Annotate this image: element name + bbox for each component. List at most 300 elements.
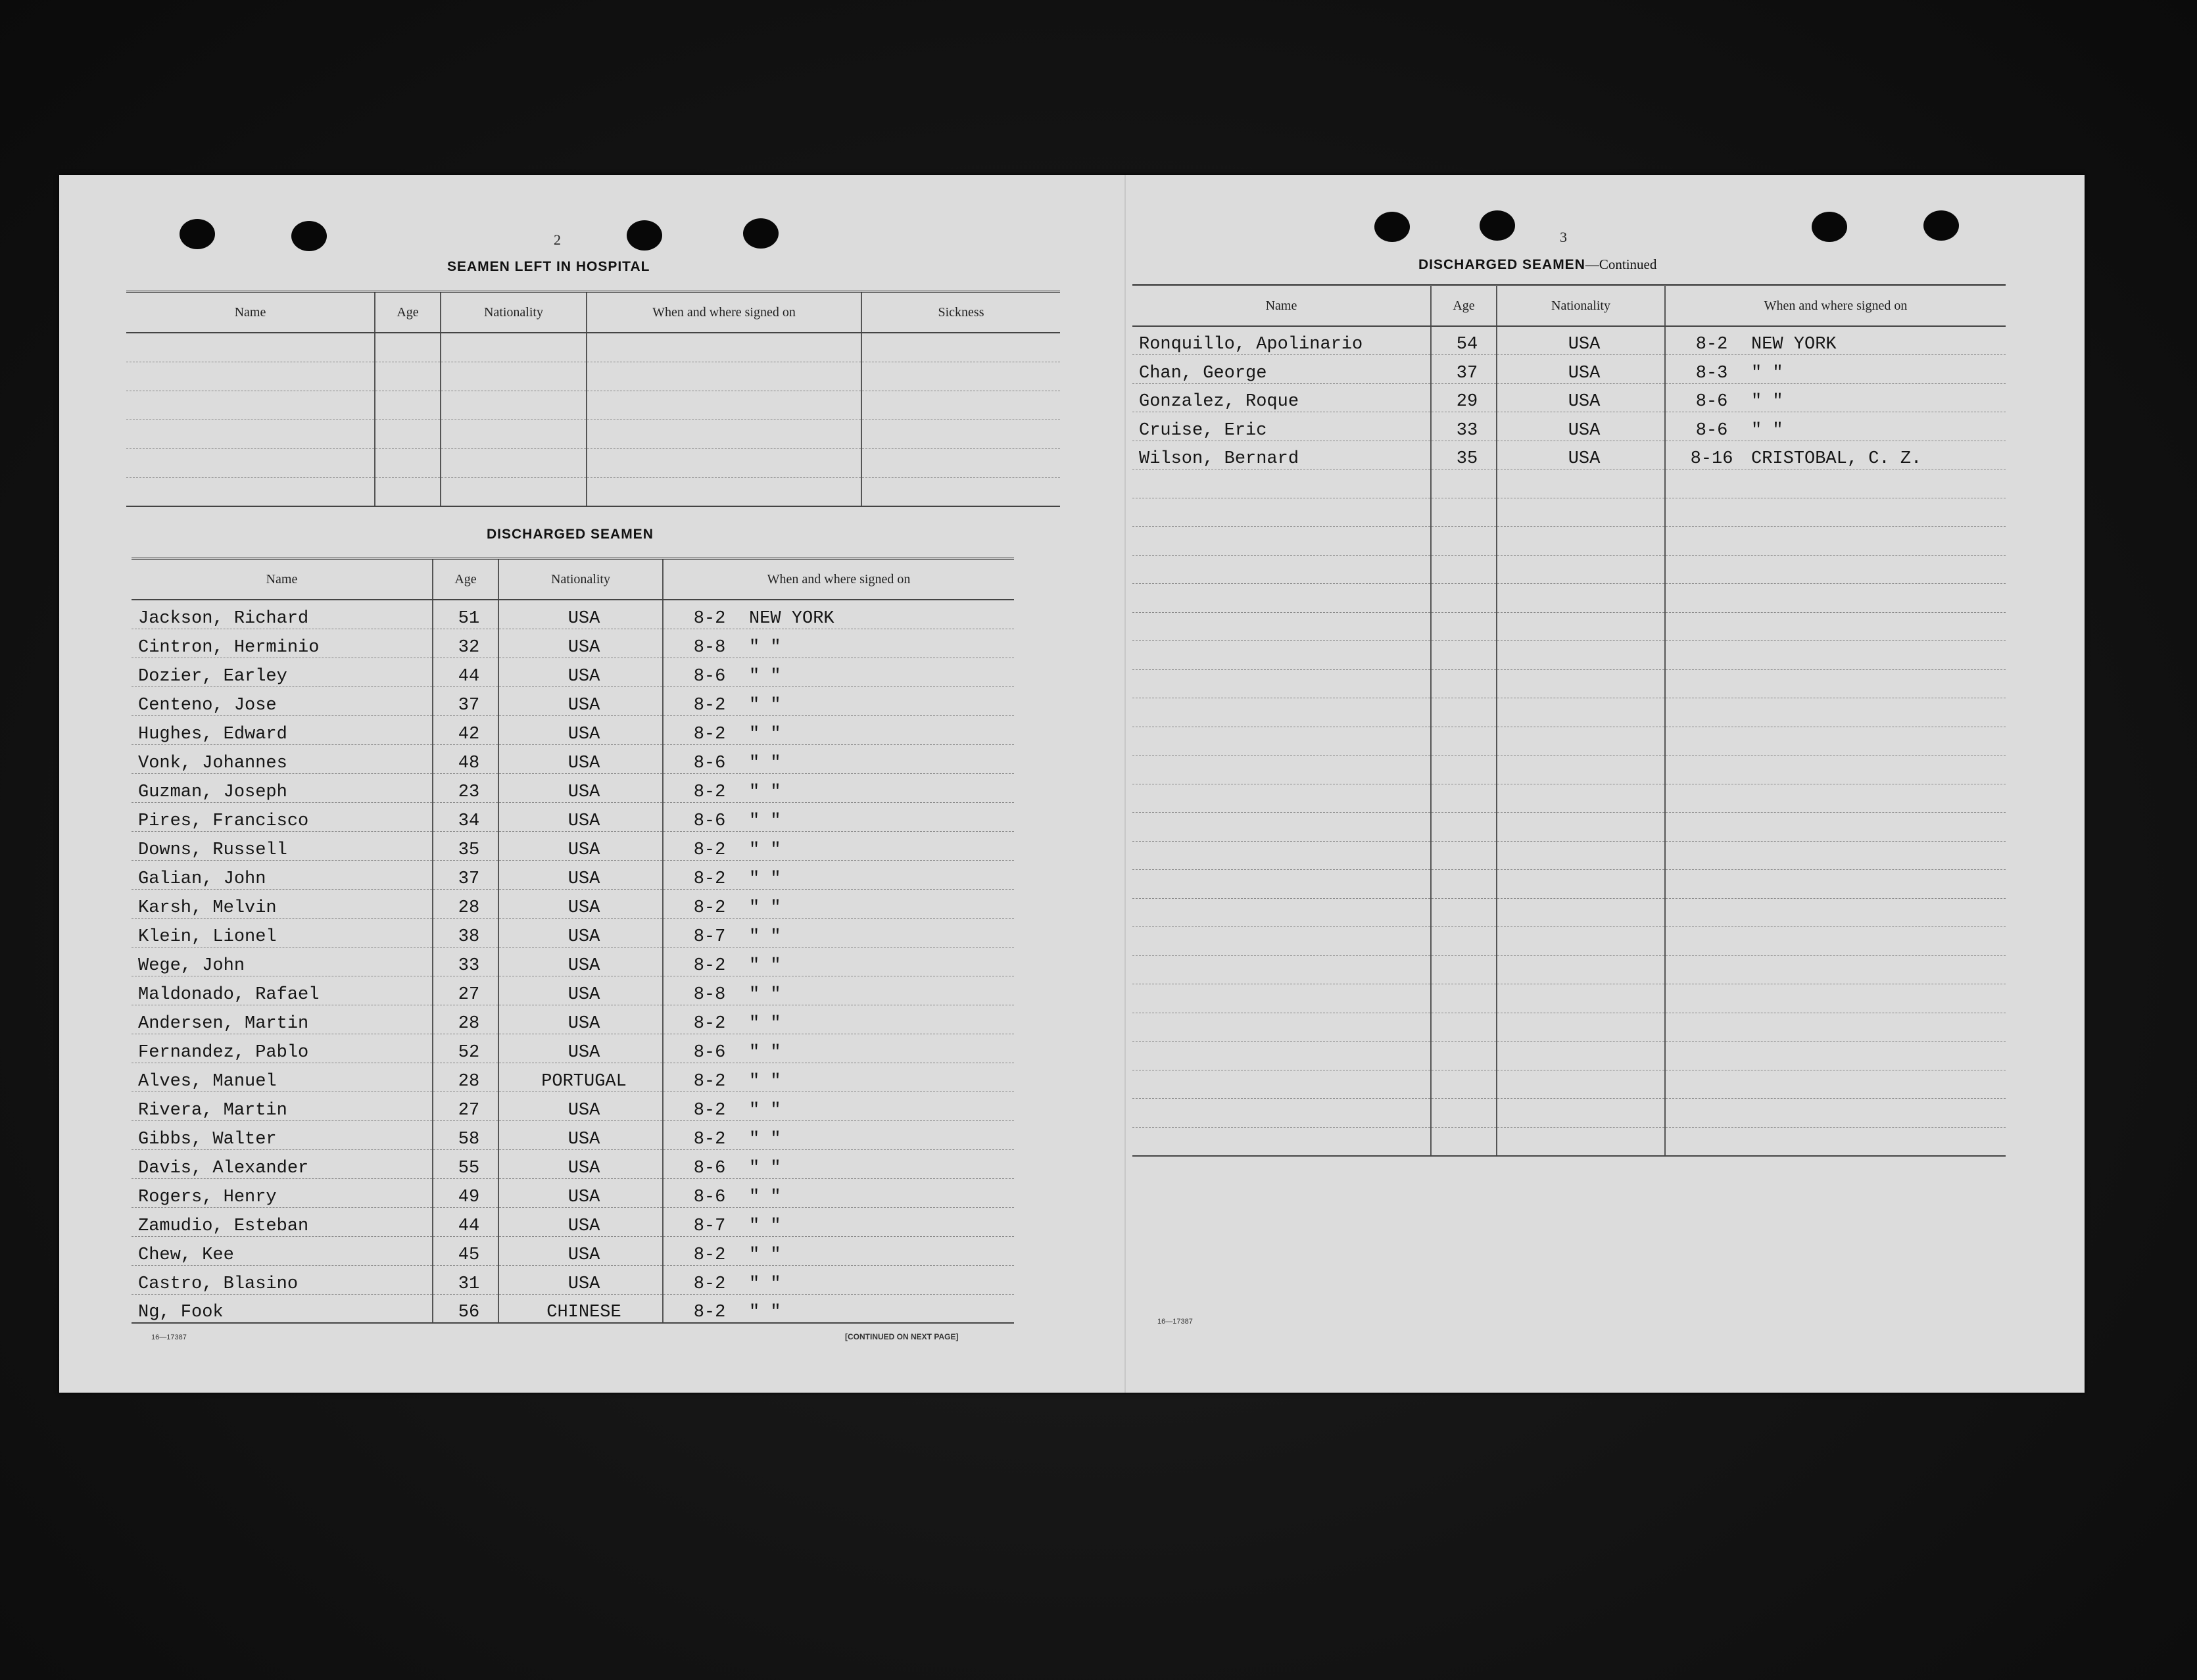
signed-on-date: 8-6 bbox=[1695, 420, 1728, 441]
empty-cell bbox=[1431, 698, 1497, 727]
empty-cell bbox=[1497, 1013, 1665, 1042]
seaman-name: Wege, John bbox=[132, 947, 433, 976]
signed-on-place: " " bbox=[749, 666, 781, 686]
empty-cell bbox=[1665, 641, 2006, 670]
seaman-nationality: USA bbox=[498, 1005, 663, 1034]
empty-cell bbox=[1665, 698, 2006, 727]
empty-cell bbox=[1665, 527, 2006, 556]
empty-cell bbox=[1497, 1070, 1665, 1099]
table-row bbox=[1132, 355, 2006, 384]
empty-cell bbox=[1132, 527, 1431, 556]
signed-on-date: 8-6 bbox=[693, 1042, 726, 1063]
blank-row bbox=[1132, 784, 2006, 813]
column-header: When and where signed on bbox=[1665, 285, 2006, 327]
signed-on bbox=[1665, 326, 2006, 355]
seaman-nationality: USA bbox=[498, 1178, 663, 1207]
empty-cell bbox=[1665, 984, 2006, 1013]
seaman-age: 42 bbox=[433, 715, 498, 744]
manifest-sheet bbox=[59, 175, 2085, 1393]
empty-cell bbox=[1431, 813, 1497, 842]
empty-cell bbox=[1132, 1099, 1431, 1128]
blank-row bbox=[1132, 870, 2006, 899]
signed-on bbox=[663, 629, 1014, 658]
table-row bbox=[132, 744, 1014, 773]
empty-cell bbox=[1665, 841, 2006, 870]
table-row bbox=[132, 1265, 1014, 1294]
signed-on-date: 8-2 bbox=[693, 1129, 726, 1149]
empty-cell bbox=[1132, 555, 1431, 584]
signed-on-date: 8-6 bbox=[693, 753, 726, 773]
seaman-name: Centeno, Jose bbox=[132, 686, 433, 715]
empty-cell bbox=[1431, 1042, 1497, 1070]
blank-row bbox=[1132, 756, 2006, 784]
seaman-name: Cruise, Eric bbox=[1132, 412, 1431, 441]
signed-on-place: " " bbox=[749, 724, 781, 744]
empty-cell bbox=[1132, 1013, 1431, 1042]
seaman-name: Gibbs, Walter bbox=[132, 1120, 433, 1149]
signed-on-place: " " bbox=[749, 840, 781, 860]
seaman-nationality: USA bbox=[498, 831, 663, 860]
empty-cell bbox=[1132, 784, 1431, 813]
blank-row bbox=[1132, 727, 2006, 756]
seaman-age: 49 bbox=[433, 1178, 498, 1207]
signed-on bbox=[663, 1207, 1014, 1236]
signed-on-date: 8-6 bbox=[693, 1158, 726, 1178]
empty-cell bbox=[1132, 727, 1431, 756]
signed-on bbox=[663, 686, 1014, 715]
blank-row bbox=[1132, 527, 2006, 556]
empty-cell bbox=[1497, 469, 1665, 498]
empty-cell bbox=[1431, 469, 1497, 498]
seaman-name: Rogers, Henry bbox=[132, 1178, 433, 1207]
punch-hole bbox=[627, 220, 662, 251]
seaman-name: Wilson, Bernard bbox=[1132, 441, 1431, 469]
signed-on-date: 8-2 bbox=[693, 1274, 726, 1294]
signed-on-place: NEW YORK bbox=[1751, 335, 1837, 354]
empty-cell bbox=[1665, 898, 2006, 927]
signed-on bbox=[663, 802, 1014, 831]
seaman-nationality: USA bbox=[498, 658, 663, 686]
empty-cell bbox=[1431, 498, 1497, 527]
blank-row bbox=[1132, 813, 2006, 842]
signed-on bbox=[663, 658, 1014, 686]
signed-on-place: " " bbox=[1751, 420, 1783, 441]
seaman-nationality: USA bbox=[498, 918, 663, 947]
empty-cell bbox=[1431, 727, 1497, 756]
table-row bbox=[132, 629, 1014, 658]
right-page bbox=[1126, 175, 2085, 1393]
seaman-nationality: USA bbox=[1497, 355, 1665, 384]
signed-on bbox=[663, 860, 1014, 889]
signed-on-date: 8-2 bbox=[693, 724, 726, 744]
seaman-nationality: USA bbox=[498, 629, 663, 658]
empty-cell bbox=[1431, 1013, 1497, 1042]
signed-on-date: 8-7 bbox=[693, 926, 726, 947]
signed-on-date: 8-2 bbox=[693, 840, 726, 860]
seaman-age: 35 bbox=[433, 831, 498, 860]
column-header: Name bbox=[1132, 285, 1431, 327]
discharged-continued-table bbox=[1132, 284, 2006, 1157]
seaman-nationality: USA bbox=[498, 1265, 663, 1294]
empty-cell bbox=[1665, 813, 2006, 842]
empty-cell bbox=[1132, 984, 1431, 1013]
heading-main: DISCHARGED SEAMEN bbox=[1418, 257, 1585, 272]
seaman-age: 27 bbox=[433, 1092, 498, 1120]
punch-hole bbox=[1480, 210, 1515, 241]
left-page bbox=[59, 175, 1124, 1393]
seaman-nationality: USA bbox=[498, 600, 663, 629]
signed-on bbox=[663, 947, 1014, 976]
empty-cell bbox=[1431, 612, 1497, 641]
seaman-age: 23 bbox=[433, 773, 498, 802]
seaman-name: Maldonado, Rafael bbox=[132, 976, 433, 1005]
column-header: Nationality bbox=[1497, 285, 1665, 327]
seaman-nationality: USA bbox=[498, 1236, 663, 1265]
empty-cell bbox=[1497, 756, 1665, 784]
table-row bbox=[132, 686, 1014, 715]
empty-cell bbox=[1497, 784, 1665, 813]
empty-cell bbox=[1431, 527, 1497, 556]
signed-on-place: " " bbox=[749, 1187, 781, 1207]
seaman-nationality: USA bbox=[498, 715, 663, 744]
blank-row bbox=[1132, 498, 2006, 527]
table-row bbox=[132, 1207, 1014, 1236]
hospital-heading: SEAMEN LEFT IN HOSPITAL bbox=[447, 259, 650, 274]
seaman-name: Chan, George bbox=[1132, 355, 1431, 384]
empty-cell bbox=[1132, 756, 1431, 784]
seaman-nationality: CHINESE bbox=[498, 1294, 663, 1323]
signed-on-date: 8-2 bbox=[693, 869, 726, 889]
signed-on bbox=[663, 1092, 1014, 1120]
seaman-age: 37 bbox=[1431, 355, 1497, 384]
seaman-age: 45 bbox=[433, 1236, 498, 1265]
column-header: Name bbox=[132, 559, 433, 600]
seaman-name: Ronquillo, Apolinario bbox=[1132, 326, 1431, 355]
column-header: When and where signed on bbox=[587, 292, 861, 333]
seaman-name: Jackson, Richard bbox=[132, 600, 433, 629]
seaman-age: 54 bbox=[1431, 326, 1497, 355]
seaman-name: Cintron, Herminio bbox=[132, 629, 433, 658]
table-row bbox=[1132, 383, 2006, 412]
signed-on-date: 8-2 bbox=[693, 1245, 726, 1265]
empty-cell bbox=[1665, 669, 2006, 698]
signed-on bbox=[663, 715, 1014, 744]
empty-cell bbox=[1431, 584, 1497, 613]
seaman-nationality: USA bbox=[1497, 412, 1665, 441]
seaman-name: Zamudio, Esteban bbox=[132, 1207, 433, 1236]
empty-cell bbox=[1431, 898, 1497, 927]
empty-cell bbox=[1497, 555, 1665, 584]
signed-on-date: 8-2 bbox=[693, 1303, 726, 1322]
column-header: Sickness bbox=[861, 292, 1060, 333]
seaman-nationality: USA bbox=[498, 1120, 663, 1149]
seaman-age: 34 bbox=[433, 802, 498, 831]
seaman-name: Ng, Fook bbox=[132, 1294, 433, 1323]
seaman-age: 31 bbox=[433, 1265, 498, 1294]
empty-cell bbox=[1665, 727, 2006, 756]
empty-cell bbox=[1665, 1013, 2006, 1042]
seaman-name: Davis, Alexander bbox=[132, 1149, 433, 1178]
empty-cell bbox=[1132, 841, 1431, 870]
empty-cell bbox=[1132, 498, 1431, 527]
blank-row bbox=[1132, 984, 2006, 1013]
seaman-name: Andersen, Martin bbox=[132, 1005, 433, 1034]
seaman-nationality: USA bbox=[498, 1149, 663, 1178]
signed-on-date: 8-8 bbox=[693, 637, 726, 658]
empty-cell bbox=[1497, 669, 1665, 698]
empty-cell bbox=[1132, 612, 1431, 641]
column-header: Age bbox=[375, 292, 441, 333]
signed-on bbox=[663, 976, 1014, 1005]
empty-cell bbox=[1497, 813, 1665, 842]
signed-on-date: 8-2 bbox=[693, 608, 726, 629]
signed-on bbox=[663, 600, 1014, 629]
empty-cell bbox=[1431, 870, 1497, 899]
signed-on-place: " " bbox=[749, 1216, 781, 1236]
empty-cell bbox=[1497, 612, 1665, 641]
seaman-age: 28 bbox=[433, 889, 498, 918]
table-row bbox=[132, 1063, 1014, 1092]
seaman-name: Dozier, Earley bbox=[132, 658, 433, 686]
signed-on bbox=[663, 1178, 1014, 1207]
signed-on-place: " " bbox=[749, 782, 781, 802]
blank-row bbox=[1132, 955, 2006, 984]
empty-cell bbox=[1665, 784, 2006, 813]
seaman-age: 38 bbox=[433, 918, 498, 947]
discharged-continued-heading bbox=[1418, 256, 1656, 273]
table-row bbox=[1132, 326, 2006, 355]
table-row bbox=[132, 600, 1014, 629]
empty-cell bbox=[1497, 727, 1665, 756]
signed-on-place: " " bbox=[749, 1274, 781, 1294]
empty-cell bbox=[1497, 1099, 1665, 1128]
signed-on-place: NEW YORK bbox=[749, 608, 834, 629]
empty-cell bbox=[1132, 584, 1431, 613]
signed-on-place: " " bbox=[749, 1100, 781, 1120]
seaman-name: Alves, Manuel bbox=[132, 1063, 433, 1092]
column-header: Age bbox=[433, 559, 498, 600]
seaman-nationality: USA bbox=[498, 1034, 663, 1063]
signed-on bbox=[1665, 441, 2006, 469]
blank-row bbox=[1132, 1013, 2006, 1042]
signed-on-place: " " bbox=[749, 1071, 781, 1092]
seaman-name: Guzman, Joseph bbox=[132, 773, 433, 802]
signed-on bbox=[663, 1236, 1014, 1265]
table-row bbox=[132, 1092, 1014, 1120]
seaman-nationality: USA bbox=[498, 1092, 663, 1120]
seaman-nationality: USA bbox=[498, 802, 663, 831]
empty-cell bbox=[1132, 698, 1431, 727]
signed-on-date: 8-6 bbox=[693, 666, 726, 686]
signed-on-date: 8-2 bbox=[1695, 335, 1728, 354]
seaman-name: Gonzalez, Roque bbox=[1132, 383, 1431, 412]
signed-on-place: " " bbox=[749, 926, 781, 947]
signed-on-date: 8-2 bbox=[693, 898, 726, 918]
signed-on-place: " " bbox=[749, 955, 781, 976]
empty-cell bbox=[1497, 498, 1665, 527]
empty-cell bbox=[1431, 1127, 1497, 1156]
signed-on-place: " " bbox=[749, 869, 781, 889]
empty-cell bbox=[1431, 955, 1497, 984]
seaman-nationality: USA bbox=[498, 686, 663, 715]
table-row bbox=[132, 1178, 1014, 1207]
table-row bbox=[132, 831, 1014, 860]
table-row bbox=[132, 976, 1014, 1005]
empty-cell bbox=[1665, 1127, 2006, 1156]
column-header: Name bbox=[126, 292, 375, 333]
signed-on-date: 8-2 bbox=[693, 1013, 726, 1034]
table-row bbox=[132, 802, 1014, 831]
seaman-nationality: USA bbox=[498, 976, 663, 1005]
signed-on bbox=[1665, 355, 2006, 384]
seaman-nationality: USA bbox=[1497, 383, 1665, 412]
blank-row bbox=[1132, 669, 2006, 698]
seaman-age: 37 bbox=[433, 686, 498, 715]
blank-row bbox=[1132, 1127, 2006, 1156]
signed-on-place: " " bbox=[749, 1042, 781, 1063]
signed-on-place: " " bbox=[749, 1158, 781, 1178]
seaman-nationality: USA bbox=[498, 947, 663, 976]
seaman-age: 32 bbox=[433, 629, 498, 658]
continued-note: [CONTINUED ON NEXT PAGE] bbox=[845, 1332, 959, 1341]
form-number: 16—17387 bbox=[151, 1333, 187, 1341]
empty-cell bbox=[1665, 1070, 2006, 1099]
seaman-age: 56 bbox=[433, 1294, 498, 1323]
signed-on bbox=[663, 831, 1014, 860]
table-row bbox=[132, 715, 1014, 744]
empty-cell bbox=[1132, 469, 1431, 498]
page-number: 3 bbox=[1560, 229, 1567, 245]
signed-on bbox=[663, 1005, 1014, 1034]
column-header: Nationality bbox=[498, 559, 663, 600]
empty-cell bbox=[1665, 870, 2006, 899]
seaman-age: 55 bbox=[433, 1149, 498, 1178]
blank-row bbox=[1132, 555, 2006, 584]
seaman-age: 52 bbox=[433, 1034, 498, 1063]
column-header: When and where signed on bbox=[663, 559, 1014, 600]
empty-cell bbox=[1132, 1127, 1431, 1156]
signed-on-date: 8-2 bbox=[693, 955, 726, 976]
seaman-nationality: PORTUGAL bbox=[498, 1063, 663, 1092]
blank-row bbox=[1132, 584, 2006, 613]
empty-cell bbox=[1497, 1042, 1665, 1070]
seaman-nationality: USA bbox=[1497, 326, 1665, 355]
seaman-nationality: USA bbox=[498, 889, 663, 918]
signed-on bbox=[663, 918, 1014, 947]
signed-on-place: CRISTOBAL, C. Z. bbox=[1751, 449, 1922, 469]
empty-cell bbox=[1665, 498, 2006, 527]
blank-row bbox=[1132, 898, 2006, 927]
signed-on bbox=[663, 1063, 1014, 1092]
empty-cell bbox=[1665, 584, 2006, 613]
empty-cell bbox=[1497, 870, 1665, 899]
empty-cell bbox=[1431, 756, 1497, 784]
punch-hole bbox=[1812, 212, 1847, 242]
empty-cell bbox=[1665, 1042, 2006, 1070]
signed-on-place: " " bbox=[749, 811, 781, 831]
column-header: Age bbox=[1431, 285, 1497, 327]
signed-on bbox=[663, 1120, 1014, 1149]
seaman-name: Klein, Lionel bbox=[132, 918, 433, 947]
empty-cell bbox=[1431, 555, 1497, 584]
empty-cell bbox=[1431, 1070, 1497, 1099]
column-header: Nationality bbox=[441, 292, 587, 333]
discharged-rows bbox=[132, 600, 1014, 1323]
seaman-age: 28 bbox=[433, 1005, 498, 1034]
table-row bbox=[132, 658, 1014, 686]
seaman-nationality: USA bbox=[498, 860, 663, 889]
empty-cell bbox=[1431, 927, 1497, 956]
seaman-name: Karsh, Melvin bbox=[132, 889, 433, 918]
seaman-age: 37 bbox=[433, 860, 498, 889]
seaman-nationality: USA bbox=[498, 773, 663, 802]
seaman-nationality: USA bbox=[498, 744, 663, 773]
seaman-age: 28 bbox=[433, 1063, 498, 1092]
hospital-table bbox=[126, 291, 1060, 507]
signed-on-date: 8-3 bbox=[1695, 363, 1728, 383]
seaman-name: Castro, Blasino bbox=[132, 1265, 433, 1294]
table-row bbox=[132, 1294, 1014, 1323]
empty-cell bbox=[1665, 756, 2006, 784]
blank-row bbox=[1132, 469, 2006, 498]
signed-on bbox=[1665, 412, 2006, 441]
empty-cell bbox=[1665, 612, 2006, 641]
discharged-heading: DISCHARGED SEAMEN bbox=[487, 527, 654, 542]
table-row bbox=[132, 947, 1014, 976]
signed-on bbox=[663, 1034, 1014, 1063]
blank-row bbox=[1132, 1070, 2006, 1099]
table-row bbox=[132, 1005, 1014, 1034]
discharged-table bbox=[132, 558, 1014, 1324]
seaman-name: Pires, Francisco bbox=[132, 802, 433, 831]
seaman-name: Galian, John bbox=[132, 860, 433, 889]
seaman-name: Hughes, Edward bbox=[132, 715, 433, 744]
blank-row bbox=[1132, 841, 2006, 870]
table-row bbox=[132, 1236, 1014, 1265]
signed-on-date: 8-2 bbox=[693, 1071, 726, 1092]
empty-cell bbox=[1132, 813, 1431, 842]
signed-on bbox=[1665, 383, 2006, 412]
table-row bbox=[132, 1034, 1014, 1063]
seaman-nationality: USA bbox=[498, 1207, 663, 1236]
table-row bbox=[132, 773, 1014, 802]
empty-cell bbox=[1665, 469, 2006, 498]
discharged-continued-rows bbox=[1132, 326, 2006, 1156]
seaman-age: 35 bbox=[1431, 441, 1497, 469]
signed-on-place: " " bbox=[749, 1303, 781, 1322]
blank-row bbox=[1132, 1042, 2006, 1070]
seaman-name: Rivera, Martin bbox=[132, 1092, 433, 1120]
signed-on-place: " " bbox=[1751, 363, 1783, 383]
signed-on-date: 8-6 bbox=[693, 811, 726, 831]
seaman-age: 27 bbox=[433, 976, 498, 1005]
empty-cell bbox=[1665, 555, 2006, 584]
punch-hole bbox=[180, 219, 215, 249]
empty-cell bbox=[1497, 641, 1665, 670]
signed-on-date: 8-6 bbox=[1695, 392, 1728, 412]
signed-on-date: 8-16 bbox=[1690, 449, 1733, 469]
signed-on bbox=[663, 889, 1014, 918]
signed-on-place: " " bbox=[749, 1245, 781, 1265]
signed-on bbox=[663, 1294, 1014, 1323]
empty-cell bbox=[1497, 955, 1665, 984]
blank-row bbox=[1132, 612, 2006, 641]
empty-cell bbox=[1497, 527, 1665, 556]
punch-hole bbox=[1374, 212, 1410, 242]
empty-cell bbox=[1132, 1070, 1431, 1099]
empty-cell bbox=[1431, 984, 1497, 1013]
seaman-name: Downs, Russell bbox=[132, 831, 433, 860]
